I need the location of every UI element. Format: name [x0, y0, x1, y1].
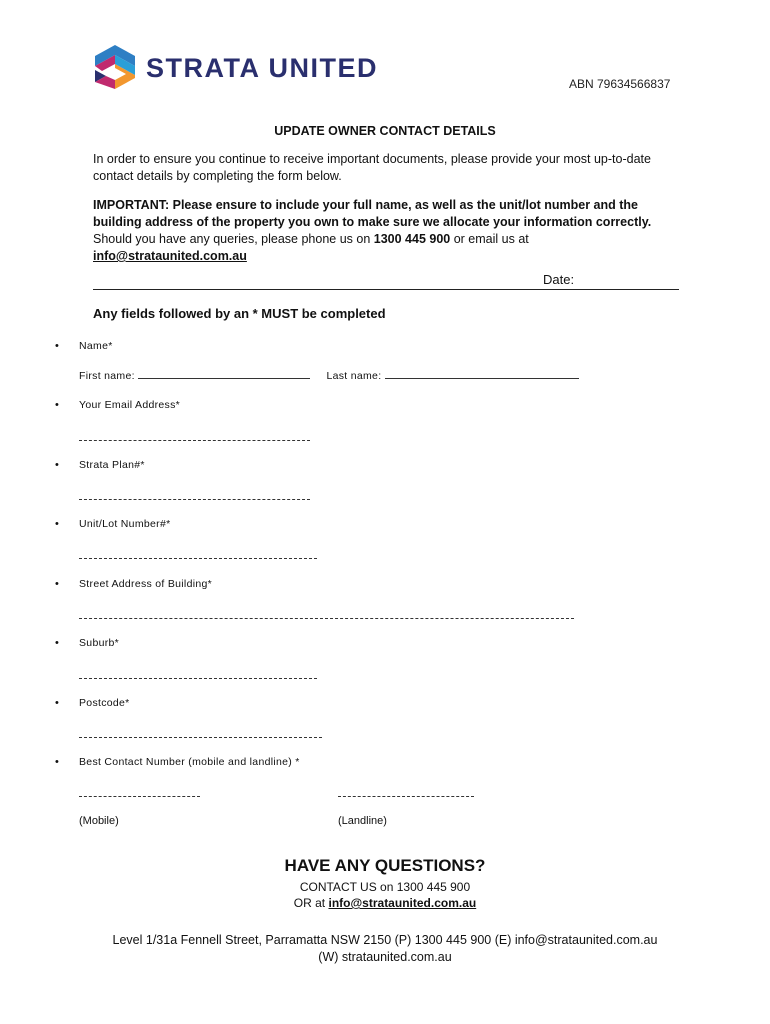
- phone-number: 1300 445 900: [373, 232, 451, 246]
- form-title: UPDATE OWNER CONTACT DETAILS: [274, 124, 496, 138]
- first-name-label: First name:: [79, 370, 135, 382]
- strata-plan-field[interactable]: [79, 499, 310, 500]
- landline-label: (Landline): [338, 815, 387, 827]
- abn-number: ABN 79634566837: [569, 77, 671, 91]
- last-name-field[interactable]: [385, 369, 579, 379]
- unit-lot-field[interactable]: [79, 558, 317, 559]
- questions-heading: HAVE ANY QUESTIONS?: [284, 856, 486, 875]
- postcode-label: Postcode*: [79, 697, 130, 709]
- contact-email-line: [0, 896, 770, 910]
- bullet-icon: •: [55, 340, 59, 352]
- first-name-field[interactable]: [138, 369, 310, 379]
- email-link[interactable]: info@strataunited.com.au: [93, 249, 247, 263]
- important-notice: [93, 197, 673, 265]
- brand-name: STRATA UNITED: [146, 53, 378, 83]
- logo-mark-icon: [92, 44, 138, 90]
- landline-field[interactable]: [338, 796, 474, 797]
- contact-email-link[interactable]: info@strataunited.com.au: [328, 896, 477, 910]
- queries-prefix: Should you have any queries, please phone us on: [93, 232, 374, 246]
- bullet-icon: •: [55, 399, 59, 411]
- unit-lot-label: Unit/Lot Number#*: [79, 518, 171, 530]
- bullet-icon: •: [55, 756, 59, 768]
- street-address-field[interactable]: [79, 618, 574, 619]
- date-label: Date:: [543, 272, 575, 287]
- bullet-icon: •: [55, 459, 59, 471]
- street-address-label: Street Address of Building*: [79, 578, 213, 590]
- bullet-icon: •: [55, 518, 59, 530]
- footer-address: Level 1/31a Fennell Street, Parramatta NSW 2150 (P) 1300 445 900 (E) info@strataunited.com.au: [112, 933, 658, 947]
- intro-paragraph: In order to ensure you continue to receive important documents, please provide your most up-to-date contact details by completing the form below.: [93, 152, 651, 183]
- email-address-field[interactable]: [79, 440, 310, 441]
- or-at-label: OR at: [293, 896, 329, 910]
- name-row: [79, 369, 579, 382]
- best-contact-label: Best Contact Number (mobile and landline) *: [79, 756, 300, 768]
- mobile-label: (Mobile): [79, 815, 119, 827]
- strata-plan-label: Strata Plan#*: [79, 459, 145, 471]
- suburb-label: Suburb*: [79, 637, 120, 649]
- required-fields-note: Any fields followed by an * MUST be completed: [93, 306, 386, 321]
- bullet-icon: •: [55, 637, 59, 649]
- bullet-icon: •: [55, 578, 59, 590]
- company-logo: [92, 42, 412, 92]
- mobile-field[interactable]: [79, 796, 200, 797]
- footer-website: (W) strataunited.com.au: [318, 950, 452, 964]
- important-bold-text: IMPORTANT: Please ensure to include your full name, as well as the unit/lot number and the building address of the property you own to make sure we allocate your information correctly.: [93, 198, 652, 229]
- bullet-icon: •: [55, 697, 59, 709]
- email-address-label: Your Email Address*: [79, 399, 181, 411]
- last-name-label: Last name:: [326, 370, 382, 382]
- date-field-line[interactable]: [93, 289, 679, 290]
- name-label: Name*: [79, 340, 113, 352]
- contact-phone-line: CONTACT US on 1300 445 900: [299, 880, 471, 894]
- postcode-field[interactable]: [79, 737, 322, 738]
- queries-middle: or email us at: [450, 232, 529, 246]
- suburb-field[interactable]: [79, 678, 317, 679]
